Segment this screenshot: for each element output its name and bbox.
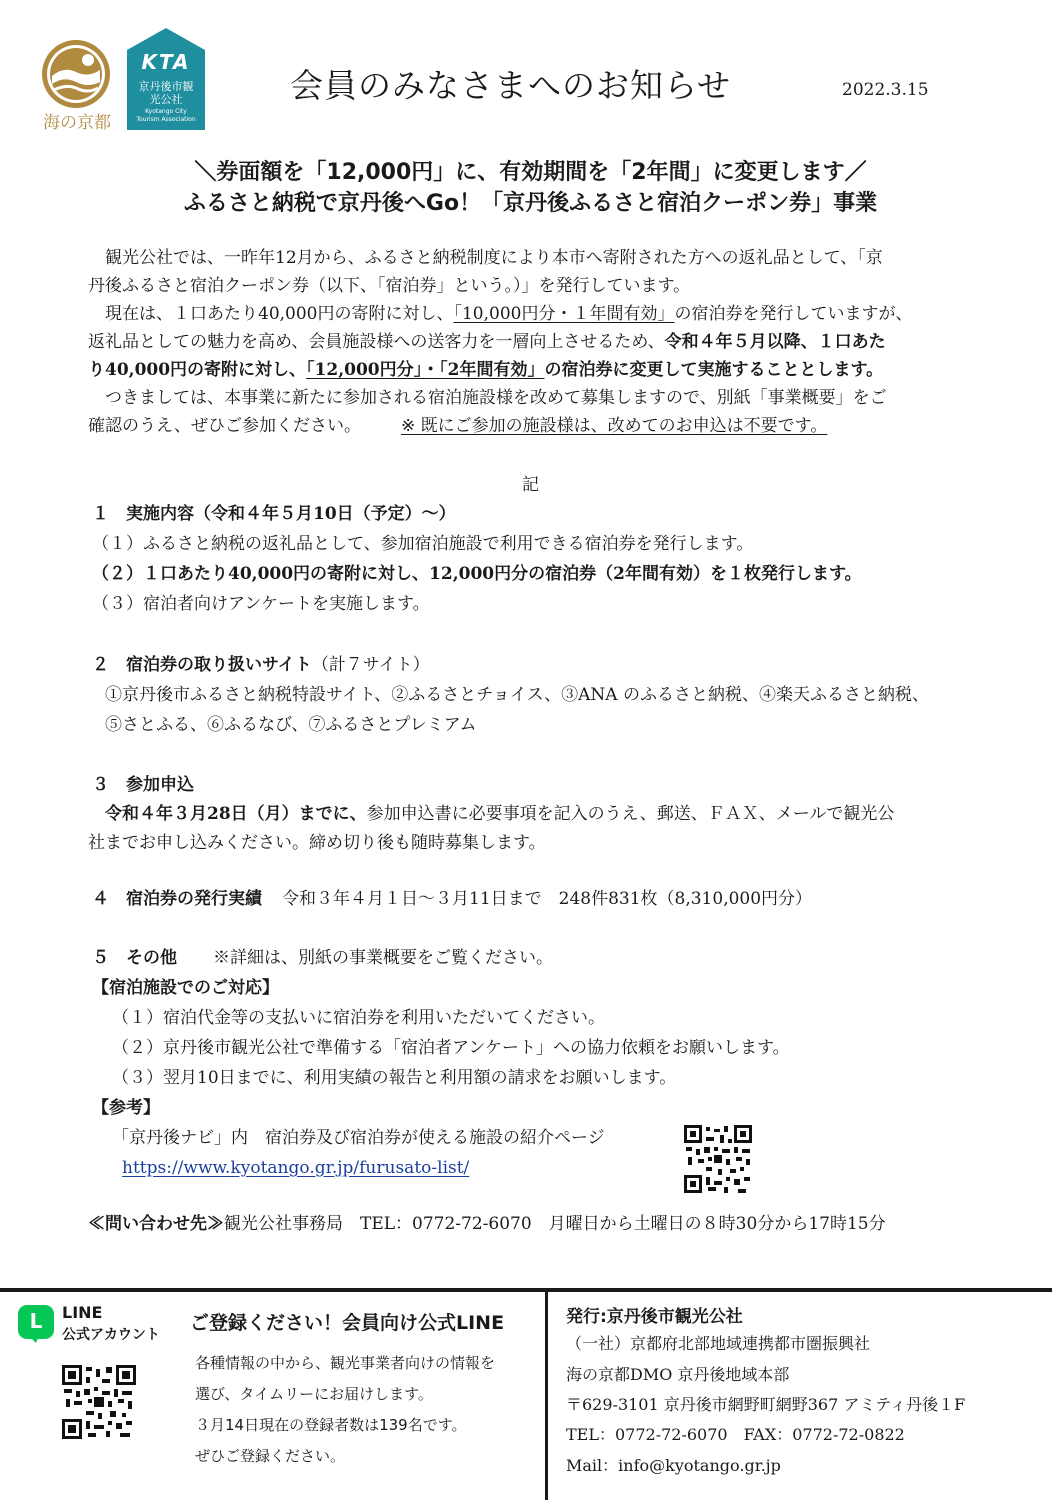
section1-item2: （２）１口あたり40,000円の寄附に対し、12,000円分の宿泊券（2年間有効）を１枚発行します。 bbox=[92, 564, 862, 584]
line-badge-letter: L bbox=[29, 1309, 43, 1333]
section2-heading bbox=[92, 651, 430, 679]
ki-mark: 記 bbox=[522, 475, 539, 495]
kta-logo bbox=[127, 28, 205, 130]
section4-heading: ４ 宿泊券の発行実績 bbox=[92, 889, 262, 909]
kta-name: 京丹後市観光公社 bbox=[138, 80, 194, 106]
facility-item1: （１）宿泊代金等の支払いに宿泊券を利用いただいてください。 bbox=[112, 1008, 605, 1028]
umi-no-kyoto-emblem-icon bbox=[36, 38, 116, 108]
section5-line bbox=[92, 944, 553, 972]
reference-link[interactable]: https://www.kyotango.gr.jp/furusato-list/ bbox=[122, 1158, 470, 1178]
publisher-tel-fax: TEL：0772-72-6070 FAX：0772-72-0822 bbox=[566, 1425, 905, 1444]
section4-detail: 令和３年４月１日～３月11日まで 248件831枚（8,310,000円分） bbox=[282, 889, 813, 909]
section3-line1 bbox=[105, 800, 894, 828]
reference-heading: 【参考】 bbox=[92, 1098, 160, 1118]
intro-p3-line2-underline: ※ 既にご参加の施設様は、改めてのお申込は不要です。 bbox=[401, 416, 828, 436]
section2-heading-text: ２ 宿泊券の取り扱いサイト bbox=[92, 655, 312, 675]
intro-p2-line1-underline: 「10,000円分・１年間有効」 bbox=[453, 304, 675, 324]
footer-divider bbox=[545, 1292, 548, 1500]
line-desc-3: ３月14日現在の登録者数は139名です。 bbox=[195, 1416, 467, 1434]
footer-top-rule bbox=[0, 1288, 1052, 1292]
line-register-title: ご登録ください！会員向け公式LINE bbox=[190, 1312, 505, 1334]
intro-p2-line2-a: 返礼品としての魅力を高め、会員施設様への送客力を一層向上させるため、 bbox=[88, 332, 665, 352]
line-desc-4: ぜひご登録ください。 bbox=[195, 1447, 346, 1465]
intro-p2-line2-bold: 令和４年５月以降、１口あた bbox=[664, 332, 886, 352]
intro-p2-line1-a: 現在は、１口あたり40,000円の寄附に対し、 bbox=[105, 304, 454, 324]
intro-p3-line2-a: 確認のうえ、ぜひご参加ください。 bbox=[88, 416, 362, 436]
publisher-address: 〒629-3101 京丹後市網野町網野367 アミティ丹後１F bbox=[566, 1395, 966, 1414]
reference-text: 「京丹後ナビ」内 宿泊券及び宿泊券が使える施設の紹介ページ bbox=[112, 1128, 605, 1148]
section3-line1-rest: 参加申込書に必要事項を記入のうえ、郵送、ＦＡＸ、メールで観光公 bbox=[366, 804, 895, 824]
intro-p2-line3 bbox=[88, 356, 883, 384]
intro-p2-line2 bbox=[88, 328, 886, 356]
section2-sites-line2: ⑤さとふる、⑥ふるなび、⑦ふるさとプレミアム bbox=[105, 715, 477, 735]
intro-p3-line1: つきましては、本事業に新たに参加される宿泊施設様を改めて募集しますので、別紙「事業概要」をご bbox=[105, 388, 887, 408]
headline-line-1: ＼券面額を「12,000円」に、有効期間を「2年間」に変更します／ bbox=[194, 160, 867, 185]
section5-heading: ５ その他 bbox=[92, 948, 177, 968]
publisher-mail[interactable]: Mail：info@kyotango.gr.jp bbox=[566, 1456, 781, 1475]
section4-line bbox=[92, 885, 812, 913]
intro-p2-line1 bbox=[105, 300, 912, 328]
intro-p2-line1-b: の宿泊券を発行していますが、 bbox=[674, 304, 913, 324]
umi-no-kyoto-logo bbox=[36, 38, 116, 133]
section1-item3: （３）宿泊者向けアンケートを実施します。 bbox=[92, 594, 430, 614]
section3-line2: 社までお申し込みください。締め切り後も随時募集します。 bbox=[88, 833, 546, 853]
headline-line-2: ふるさと納税で京丹後へGo！「京丹後ふるさと宿泊クーポン券」事業 bbox=[183, 191, 878, 216]
issue-date: 2022.3.15 bbox=[842, 80, 929, 100]
kta-english: Kyotango City Tourism Association bbox=[136, 108, 196, 123]
facility-item3: （３）翌月10日までに、利用実績の報告と利用額の請求をお願いします。 bbox=[112, 1068, 677, 1088]
line-brand: LINE bbox=[62, 1303, 103, 1322]
intro-p2-line3-a: り40,000円の寄附に対し、 bbox=[88, 360, 307, 380]
section3-heading: ３ 参加申込 bbox=[92, 775, 194, 795]
line-official-account: 公式アカウント bbox=[62, 1327, 160, 1343]
line-badge bbox=[18, 1305, 54, 1343]
reference-qr-code bbox=[684, 1125, 752, 1193]
contact-line bbox=[88, 1210, 886, 1238]
section2-sites-line1: ①京丹後市ふるさと納税特設サイト、②ふるさとチョイス、③ANA のふるさと納税、④楽天ふるさと納税、 bbox=[105, 685, 929, 705]
intro-p3-line2 bbox=[88, 412, 827, 440]
publisher-org-1: （一社）京都府北部地域連携都市圏振興社 bbox=[566, 1334, 871, 1353]
line-desc-1: 各種情報の中から、観光事業者向けの情報を bbox=[195, 1354, 496, 1372]
section3-deadline: 令和４年３月28日（月）までに、 bbox=[105, 804, 367, 824]
facility-heading: 【宿泊施設でのご対応】 bbox=[92, 978, 279, 998]
kta-mark: KTA bbox=[141, 50, 191, 74]
section5-note: ※詳細は、別紙の事業概要をご覧ください。 bbox=[213, 948, 553, 968]
line-qr-code[interactable] bbox=[62, 1365, 136, 1439]
intro-p2-line3-b: の宿泊券に変更して実施することとします。 bbox=[544, 360, 884, 380]
section2-heading-note: （計７サイト） bbox=[311, 655, 430, 675]
intro-p1-line2: 丹後ふるさと宿泊クーポン券（以下、「宿泊券」という。）」を発行しています。 bbox=[88, 276, 691, 296]
section1-heading: １ 実施内容（令和４年５月10日（予定）～） bbox=[92, 504, 456, 524]
page-title: 会員のみなさまへのお知らせ bbox=[290, 66, 732, 105]
intro-p1-line1: 観光公社では、一昨年12月から、ふるさと納税制度により本市へ寄附された方への返礼品として、「京 bbox=[105, 248, 883, 268]
line-desc-2: 選び、タイムリーにお届けします。 bbox=[195, 1385, 433, 1403]
publisher-org-2: 海の京都DMO 京丹後地域本部 bbox=[566, 1365, 790, 1384]
contact-label: ≪問い合わせ先≫ bbox=[88, 1214, 224, 1234]
contact-text: 観光公社事務局 TEL：0772-72-6070 月曜日から土曜日の８時30分から17時15分 bbox=[224, 1214, 886, 1234]
facility-item2: （２）京丹後市観光公社で準備する「宿泊者アンケート」への協力依頼をお願いします。 bbox=[112, 1038, 790, 1058]
logo-left-text: 海の京都 bbox=[43, 113, 111, 133]
section1-item1: （１）ふるさと納税の返礼品として、参加宿泊施設で利用できる宿泊券を発行します。 bbox=[92, 534, 754, 554]
intro-p2-line3-underline: 「12,000円分」・「2年間有効」 bbox=[306, 360, 545, 380]
publisher: 発行:京丹後市観光公社 bbox=[566, 1307, 743, 1327]
